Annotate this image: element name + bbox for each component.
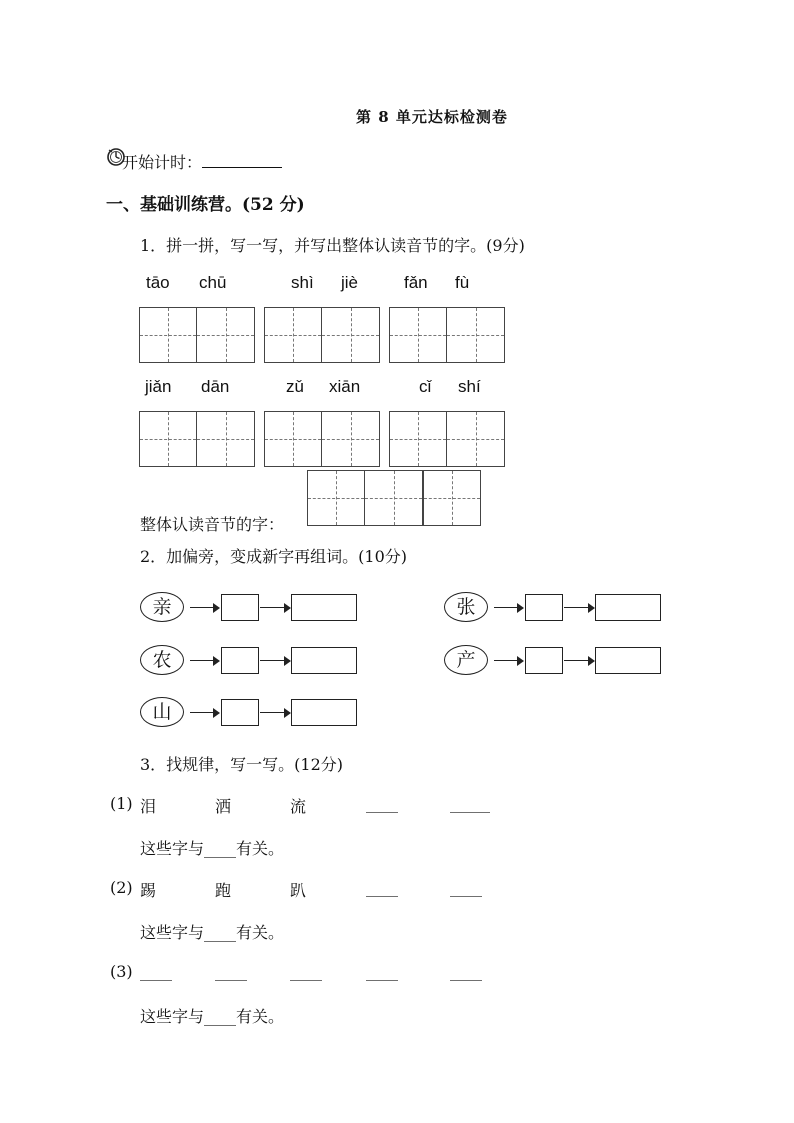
pinyin-label: shí — [458, 377, 481, 396]
answer-blank[interactable]: ____ — [215, 962, 247, 981]
pinyin-label: tāo — [146, 273, 170, 292]
relation-line: 这些字与____有关。 — [140, 839, 285, 858]
answer-blank[interactable]: ____ — [366, 794, 398, 813]
q2-prompt: 2．加偏旁，变成新字再组词。(10分) — [140, 547, 408, 566]
writing-grid[interactable] — [307, 470, 423, 526]
new-char-box[interactable] — [221, 594, 259, 621]
pinyin-label: dān — [201, 377, 230, 396]
arrow-icon — [260, 656, 291, 666]
radical-char: 张 — [444, 592, 488, 622]
arrow-icon — [564, 656, 595, 666]
whole-syllable-label: 整体认读音节的字： — [140, 515, 285, 534]
arrow-icon — [564, 603, 595, 613]
page-title: 第 8 单元达标检测卷 — [356, 108, 508, 126]
sample-char: 泪 — [140, 797, 157, 816]
answer-blank[interactable]: ____ — [366, 878, 398, 897]
pinyin-label: shì — [291, 273, 314, 292]
timer-blank[interactable] — [202, 167, 282, 168]
answer-blank[interactable]: ____ — [366, 962, 398, 981]
answer-blank[interactable]: _____ — [450, 794, 490, 813]
radical-char: 亲 — [140, 592, 184, 622]
word-box[interactable] — [595, 594, 661, 621]
sample-char: 踢 — [140, 881, 157, 900]
radical-char: 农 — [140, 645, 184, 675]
pinyin-label: cǐ — [419, 377, 432, 396]
answer-blank[interactable]: ____ — [450, 878, 482, 897]
relation-line: 这些字与____有关。 — [140, 923, 285, 942]
answer-blank[interactable]: ____ — [140, 962, 172, 981]
arrow-icon — [190, 708, 220, 718]
q3-prompt: 3．找规律，写一写。(12分) — [140, 755, 344, 774]
writing-grid[interactable] — [139, 307, 255, 363]
timer-row — [122, 150, 282, 173]
section-heading: 一、基础训练营。(52 分) — [106, 195, 305, 215]
arrow-icon — [260, 603, 291, 613]
answer-blank[interactable]: ____ — [450, 962, 482, 981]
pinyin-label: jiè — [341, 273, 359, 292]
pinyin-label: fù — [455, 273, 470, 292]
group-number: (1) — [110, 794, 133, 813]
writing-grid[interactable] — [389, 411, 505, 467]
sample-char: 洒 — [215, 797, 232, 816]
writing-grid[interactable] — [264, 411, 380, 467]
writing-grid[interactable] — [389, 307, 505, 363]
arrow-icon — [494, 656, 524, 666]
new-char-box[interactable] — [525, 647, 563, 674]
new-char-box[interactable] — [221, 699, 259, 726]
arrow-icon — [494, 603, 524, 613]
timer-label: 开始计时： — [122, 153, 203, 172]
new-char-box[interactable] — [221, 647, 259, 674]
writing-grid[interactable] — [264, 307, 380, 363]
sample-char: 跑 — [215, 881, 232, 900]
arrow-icon — [190, 603, 220, 613]
sample-char: 流 — [290, 797, 307, 816]
answer-blank[interactable]: ____ — [290, 962, 322, 981]
arrow-icon — [260, 708, 291, 718]
pinyin-label: fǎn — [404, 273, 428, 292]
pinyin-label: zǔ — [286, 377, 304, 396]
group-number: (2) — [110, 878, 133, 897]
new-char-box[interactable] — [525, 594, 563, 621]
radical-char: 产 — [444, 645, 488, 675]
pinyin-label: jiǎn — [145, 377, 172, 396]
word-box[interactable] — [291, 647, 357, 674]
relation-line: 这些字与____有关。 — [140, 1007, 285, 1026]
q1-prompt: 1．拼一拼，写一写，并写出整体认读音节的字。(9分) — [140, 236, 525, 255]
word-box[interactable] — [595, 647, 661, 674]
pinyin-label: xiān — [329, 377, 361, 396]
word-box[interactable] — [291, 699, 357, 726]
writing-grid[interactable] — [139, 411, 255, 467]
sample-char: 趴 — [290, 881, 307, 900]
pinyin-label: chū — [199, 273, 227, 292]
radical-char: 山 — [140, 697, 184, 727]
group-number: (3) — [110, 962, 133, 981]
writing-grid[interactable] — [423, 470, 481, 526]
arrow-icon — [190, 656, 220, 666]
word-box[interactable] — [291, 594, 357, 621]
